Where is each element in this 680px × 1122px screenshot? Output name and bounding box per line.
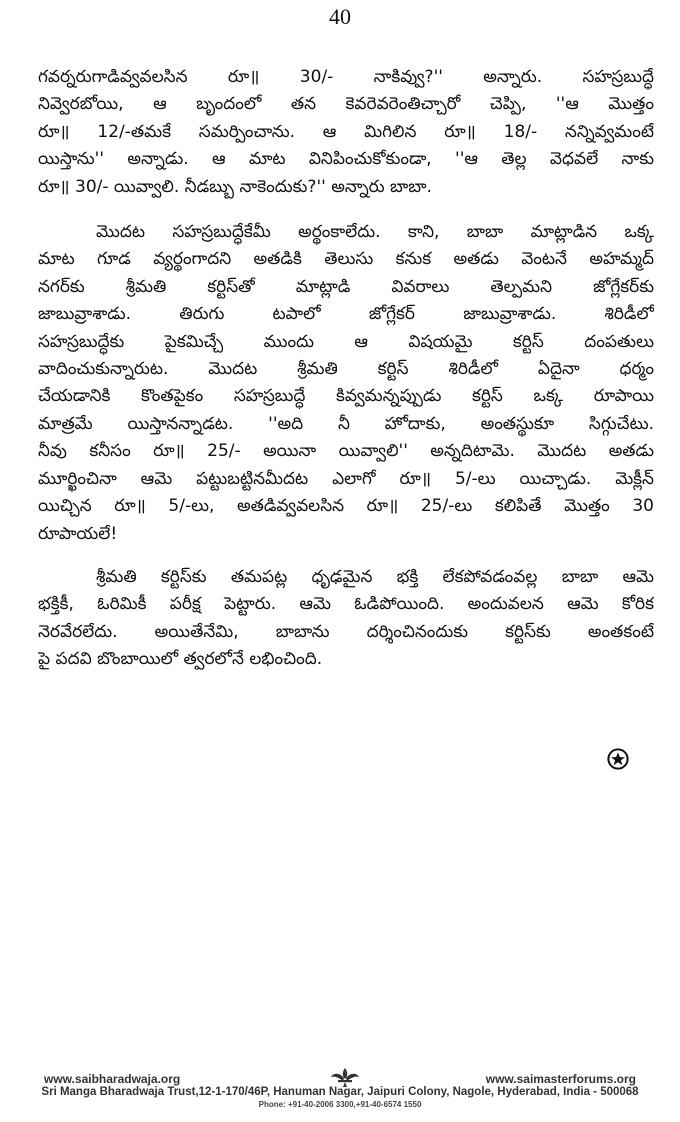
text-line: రూ॥ 30/- యివ్వాలి. నీడబ్బు నాకెందుకు?'' అన్నారు బాబా. bbox=[38, 176, 432, 197]
text-line: పై పదవి బొంబాయిలో త్వరలోనే లభించింది. bbox=[38, 649, 323, 670]
body-text bbox=[38, 64, 654, 674]
page-number: 40 bbox=[329, 4, 351, 29]
text-line: వాదించుకున్నారుట. మొదట శ్రీమతి కర్టిస్ శిరిడీలో ఏదైనా ధర్మం bbox=[38, 359, 654, 380]
text-line: నెరవేరలేదు. అయితేనేమి, బాబాను దర్శించినందుకు కర్టిస్‌కు అంతకంటే bbox=[38, 621, 654, 642]
text-line: సహస్రబుద్ధేకు పైకమిచ్చే ముందు ఆ విషయమై కర్టిస్ దంపతులు bbox=[38, 331, 654, 352]
text-line: గవర్నరుగాడివ్వవలసిన రూ॥ 30/- నాకివ్వు?'' అన్నారు. సహస్రబుద్ధే bbox=[38, 67, 654, 87]
text-line: జాబువ్రాశాడు. తిరుగు టపాలో జోగ్లేకర్ జాబువ్రాశాడు. శిరిడీలో bbox=[38, 304, 654, 325]
text-line: మూర్ఖించినా ఆమె పట్టుబట్టినమీదట ఎలాగో రూ॥ 5/-లు యిచ్చాడు. మెక్లీన్ bbox=[38, 468, 654, 489]
star-in-circle-icon bbox=[607, 748, 629, 770]
text-line: రూపాయలే! bbox=[38, 523, 118, 544]
text-line: యిస్తాను'' అన్నాడు. ఆ మాట వినిపించుకోకుండా, ''ఆ తెల్ల వెధవలే నాకు bbox=[38, 149, 654, 170]
text-line: నీవు కనీసం రూ॥ 25/- అయినా యివ్వాలి'' అన్నదిటామె. మొదట అతడు bbox=[38, 441, 654, 462]
footer-phone: Phone: +91-40-2006 3300,+91-40-6574 1550 bbox=[258, 1100, 422, 1109]
fleur-emblem-icon bbox=[328, 1066, 362, 1088]
footer-forum-link[interactable]: www.saimasterforums.org bbox=[485, 1072, 636, 1086]
text-line: నగర్‌కు శ్రీమతి కర్టిస్‌తో మాట్లాడి వివరాలు తెల్పమని జోగ్లేకర్‌కు bbox=[38, 276, 654, 297]
text-line: శ్రీమతి కర్టిస్‌కు తమపట్ల ధృఢమైన భక్తి లేకపోవడంవల్ల బాబా ఆమె bbox=[96, 566, 654, 587]
footer-website-link[interactable]: www.saibharadwaja.org bbox=[44, 1072, 181, 1086]
footer-address: Sri Manga Bharadwaja Trust,12-1-170/46P, Hanuman Nagar, Jaipuri Colony, Nagole, Hyderabad, India - 500068 bbox=[41, 1086, 639, 1098]
text-line: మాట గూడ వ్యర్థంగాదని అతడికి తెలుసు కనుక అతడు వెంటనే అహమ్మద్ bbox=[38, 249, 654, 270]
text-line: మాత్రమే యిస్తానన్నాడట. ''అది నీ హోదాకు, అంతస్థుకూ సిగ్గుచేటు. bbox=[38, 413, 654, 434]
text-line: నివ్వెరబోయి, ఆ బృందంలో తన కెవరెవరెంతిచ్చారో చెప్పి, ''ఆ మొత్తం bbox=[38, 94, 654, 115]
text-line: చేయడానికి కొంతపైకం సహస్రబుద్ధే కివ్వమన్నప్పుడు కర్టిస్ ఒక్క రూపాయి bbox=[38, 386, 654, 407]
paragraph-1 bbox=[38, 64, 654, 201]
paragraph-2 bbox=[38, 219, 654, 548]
paragraph-3 bbox=[38, 564, 654, 674]
text-line: యిచ్చిన రూ॥ 5/-లు, అతడివ్వవలసిన రూ॥ 25/-లు కలిపితే మొత్తం 30 bbox=[38, 496, 654, 517]
footer bbox=[30, 1062, 650, 1118]
text-line: రూ॥ 12/-తమకే సమర్పించాను. ఆ మిగిలిన రూ॥ 18/- నన్నివ్వమంటే bbox=[38, 121, 654, 142]
text-line: భక్తికీ, ఓరిమికీ పరీక్ష పెట్టారు. ఆమె ఓడిపోయింది. అందువలన ఆమె కోరిక bbox=[38, 594, 654, 615]
text-line: మొదట సహస్రబుద్ధేకేమీ అర్థంకాలేదు. కాని, బాబా మాట్లాడిన ఒక్క bbox=[96, 222, 654, 243]
